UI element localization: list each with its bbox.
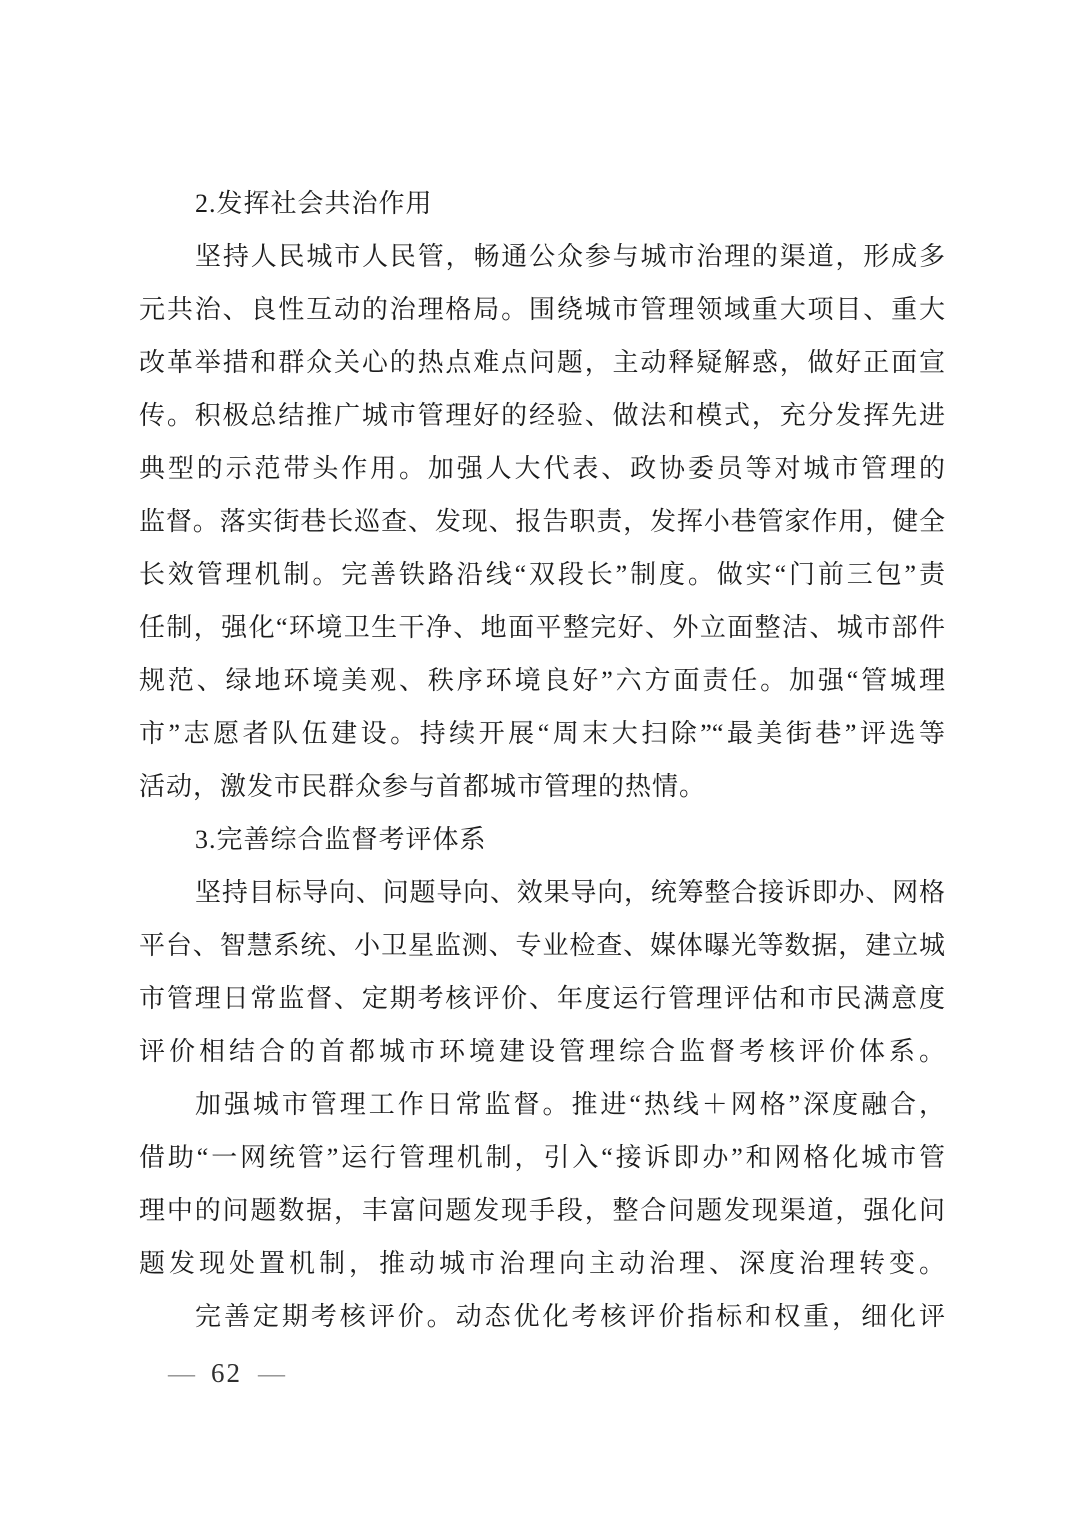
text-line: 完善定期考核评价。动态优化考核评价指标和权重，细化评 (195, 1302, 945, 1331)
text-line: 活动，激发市民群众参与首都城市管理的热情。 (139, 772, 707, 801)
document-text (139, 177, 945, 1343)
text-line: 题发现处置机制，推动城市治理向主动治理、深度治理转变。 (139, 1249, 945, 1278)
text-line: 评价相结合的首都城市环境建设管理综合监督考核评价体系。 (139, 1037, 945, 1066)
text-line: 坚持人民城市人民管，畅通公众参与城市治理的渠道，形成多 (195, 242, 945, 271)
text-line: 市”志愿者队伍建设。持续开展“周末大扫除”“最美街巷”评选等 (139, 719, 945, 748)
text-line: 借助“一网统管”运行管理机制，引入“接诉即办”和网格化城市管 (139, 1143, 945, 1172)
section-heading: 3.完善综合监督考评体系 (195, 825, 487, 854)
section-heading: 2.发挥社会共治作用 (195, 189, 433, 218)
page-footer (168, 1356, 285, 1390)
text-line: 改革举措和群众关心的热点难点问题，主动释疑解惑，做好正面宣 (139, 348, 945, 377)
page-number: 62 (211, 1358, 242, 1388)
text-line: 规范、绿地环境美观、秩序环境良好”六方面责任。加强“管城理 (139, 666, 945, 695)
text-line: 典型的示范带头作用。加强人大代表、政协委员等对城市管理的 (139, 454, 945, 483)
text-line: 平台、智慧系统、小卫星监测、专业检查、媒体曝光等数据，建立城 (139, 931, 945, 960)
text-line: 理中的问题数据，丰富问题发现手段，整合问题发现渠道，强化问 (139, 1196, 945, 1225)
text-line: 监督。落实街巷长巡查、发现、报告职责，发挥小巷管家作用，健全 (139, 507, 945, 536)
text-line: 坚持目标导向、问题导向、效果导向，统筹整合接诉即办、网格 (195, 878, 945, 907)
footer-dash-left: — (168, 1358, 195, 1388)
text-line: 元共治、良性互动的治理格局。围绕城市管理领域重大项目、重大 (139, 295, 945, 324)
text-line: 任制，强化“环境卫生干净、地面平整完好、外立面整洁、城市部件 (139, 613, 945, 642)
text-line: 加强城市管理工作日常监督。推进“热线＋网格”深度融合， (195, 1090, 945, 1119)
text-line: 传。积极总结推广城市管理好的经验、做法和模式，充分发挥先进 (139, 401, 945, 430)
footer-dash-right: — (258, 1358, 285, 1388)
text-line: 长效管理机制。完善铁路沿线“双段长”制度。做实“门前三包”责 (139, 560, 945, 589)
text-line: 市管理日常监督、定期考核评价、年度运行管理评估和市民满意度 (139, 984, 945, 1013)
